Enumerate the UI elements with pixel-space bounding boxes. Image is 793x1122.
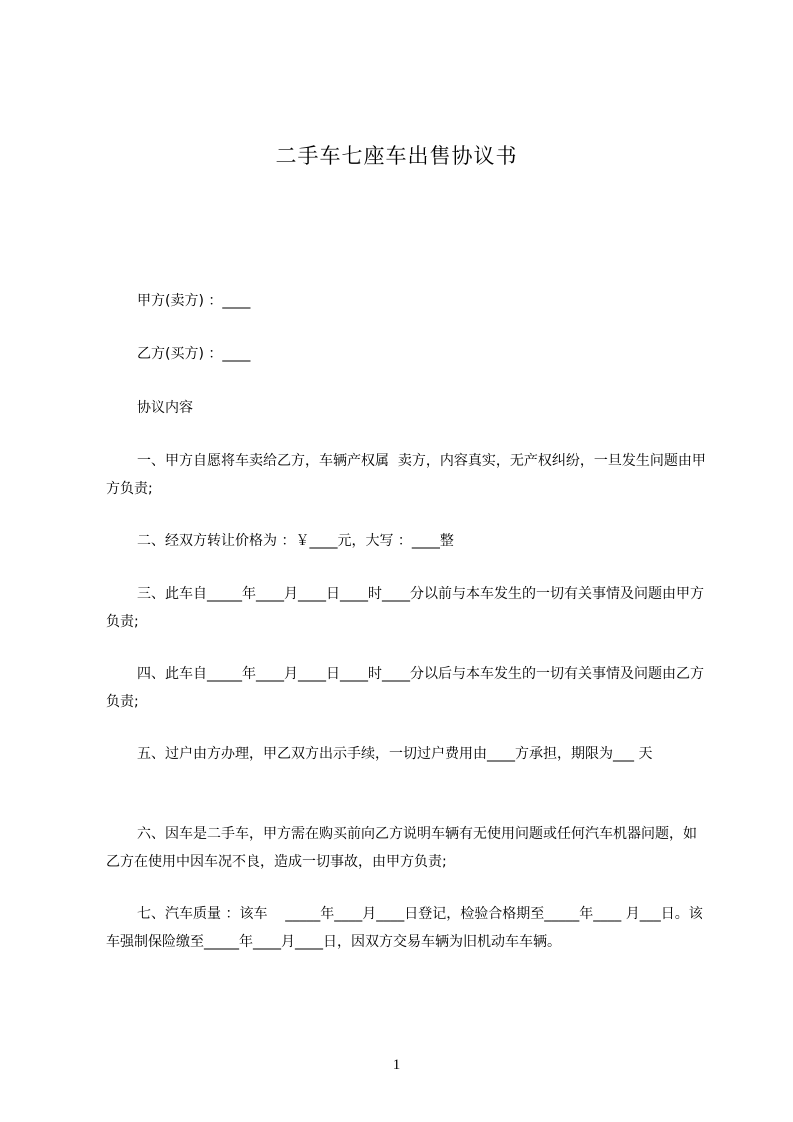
page-number: 1 — [392, 1057, 401, 1073]
agreement-heading: 协议内容 — [137, 400, 193, 416]
clause-1: 一、甲方自愿将车卖给乙方，车辆产权属 卖方，内容真实，无产权纠纷，一旦发生问题由甲方负责; — [106, 453, 706, 497]
clause-4: 四、此车自_____年____月____日____时____分以后与本车发生的一切有关事情及问题由乙方负责; — [106, 666, 704, 710]
clause-5: 五、过户由方办理，甲乙双方出示手续，一切过户费用由____方承担，期限为___ 天 — [137, 746, 653, 762]
clause-2: 二、经双方转让价格为 ：￥____元，大写 ：____整 — [137, 533, 454, 549]
clause-3: 三、此车自_____年____月____日____时____分以前与本车发生的一切有关事情及问题由甲方负责; — [106, 586, 704, 630]
party-a-line: 甲方(卖方) ：____ — [137, 293, 251, 309]
clause-7: 七、汽车质量 ：该车 _____年____月____日登记，检验合格期至_____年____ 月___日。该车强制保险缴至_____年____月____日，因双方交易车辆为旧机动车车辆。 — [106, 906, 703, 950]
party-b-line: 乙方(买方) ：____ — [137, 346, 251, 362]
clause-6: 六、因车是二手车，甲方需在购买前向乙方说明车辆有无使用问题或任何汽车机器问题，如乙方在使用中因车况不良，造成一切事故，由甲方负责; — [106, 826, 697, 870]
document-title: 二手车七座车出售协议书 — [275, 144, 518, 168]
